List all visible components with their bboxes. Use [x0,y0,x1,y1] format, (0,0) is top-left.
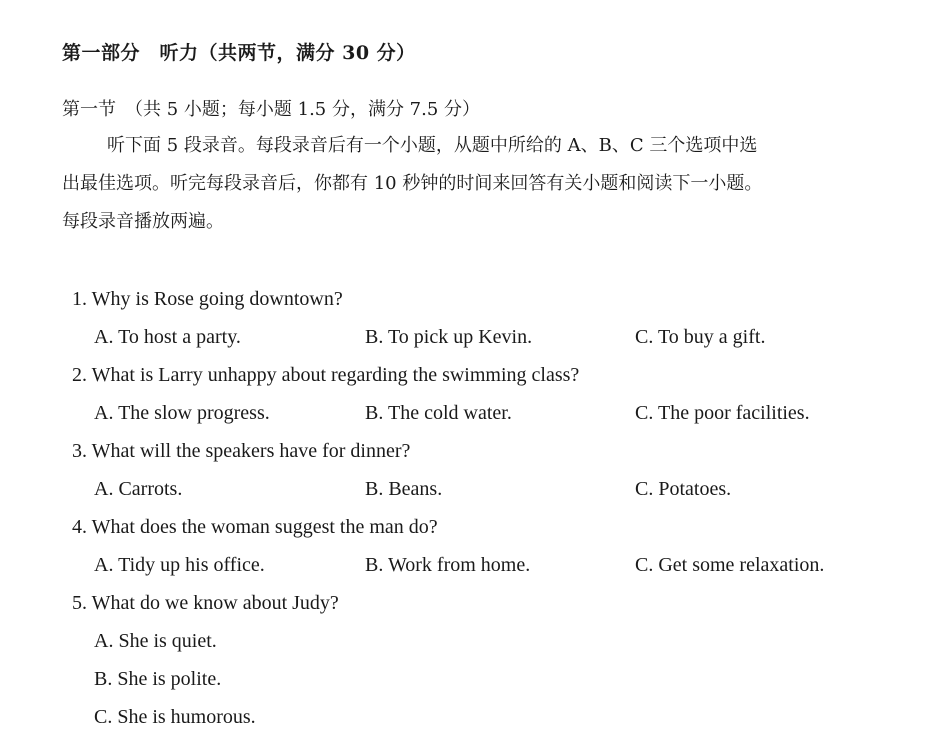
option-b: B. Work from home. [365,554,531,576]
question-stem: 1. Why is Rose going downtown? [72,288,343,310]
option-c: C. To buy a gift. [635,326,766,348]
option-b: B. The cold water. [365,402,512,424]
question-3 [72,436,912,512]
option-b: B. Beans. [365,478,443,500]
question-5 [72,588,912,740]
instructions [62,127,907,241]
option-row [72,322,912,360]
question-4 [72,512,912,588]
option-c: C. Get some relaxation. [635,554,825,576]
question-stem: 4. What does the woman suggest the man do? [72,516,438,538]
option-b: B. To pick up Kevin. [365,326,533,348]
option-a: A. Tidy up his office. [94,554,265,576]
option-row [72,398,912,436]
instructions-line: 听下面 5 段录音。每段录音后有一个小题，从题中所给的 A、B、C 三个选项中选 [107,135,758,156]
option-a: A. The slow progress. [94,402,270,424]
option-c: C. She is humorous. [94,706,256,728]
option-row [72,474,912,512]
option-a: A. Carrots. [94,478,183,500]
question-stem: 3. What will the speakers have for dinner? [72,440,411,462]
question-1 [72,284,912,360]
question-list [72,284,912,740]
part-title: 第一部分 听力（共两节，满分 30 分） [62,42,416,64]
question-stem: 2. What is Larry unhappy about regarding the swimming class? [72,364,580,386]
instructions-line: 出最佳选项。听完每段录音后，你都有 10 秒钟的时间来回答有关小题和阅读下一小题。 [62,173,763,194]
option-c: C. Potatoes. [635,478,732,500]
option-a: A. She is quiet. [94,630,217,652]
option-c: C. The poor facilities. [635,402,810,424]
option-b: B. She is polite. [94,668,222,690]
option-a: A. To host a party. [94,326,241,348]
section-title: 第一节 （共 5 小题；每小题 1.5 分，满分 7.5 分） [62,99,481,120]
question-2 [72,360,912,436]
question-stem: 5. What do we know about Judy? [72,592,339,614]
instructions-line: 每段录音播放两遍。 [62,211,224,232]
option-row [72,550,912,588]
